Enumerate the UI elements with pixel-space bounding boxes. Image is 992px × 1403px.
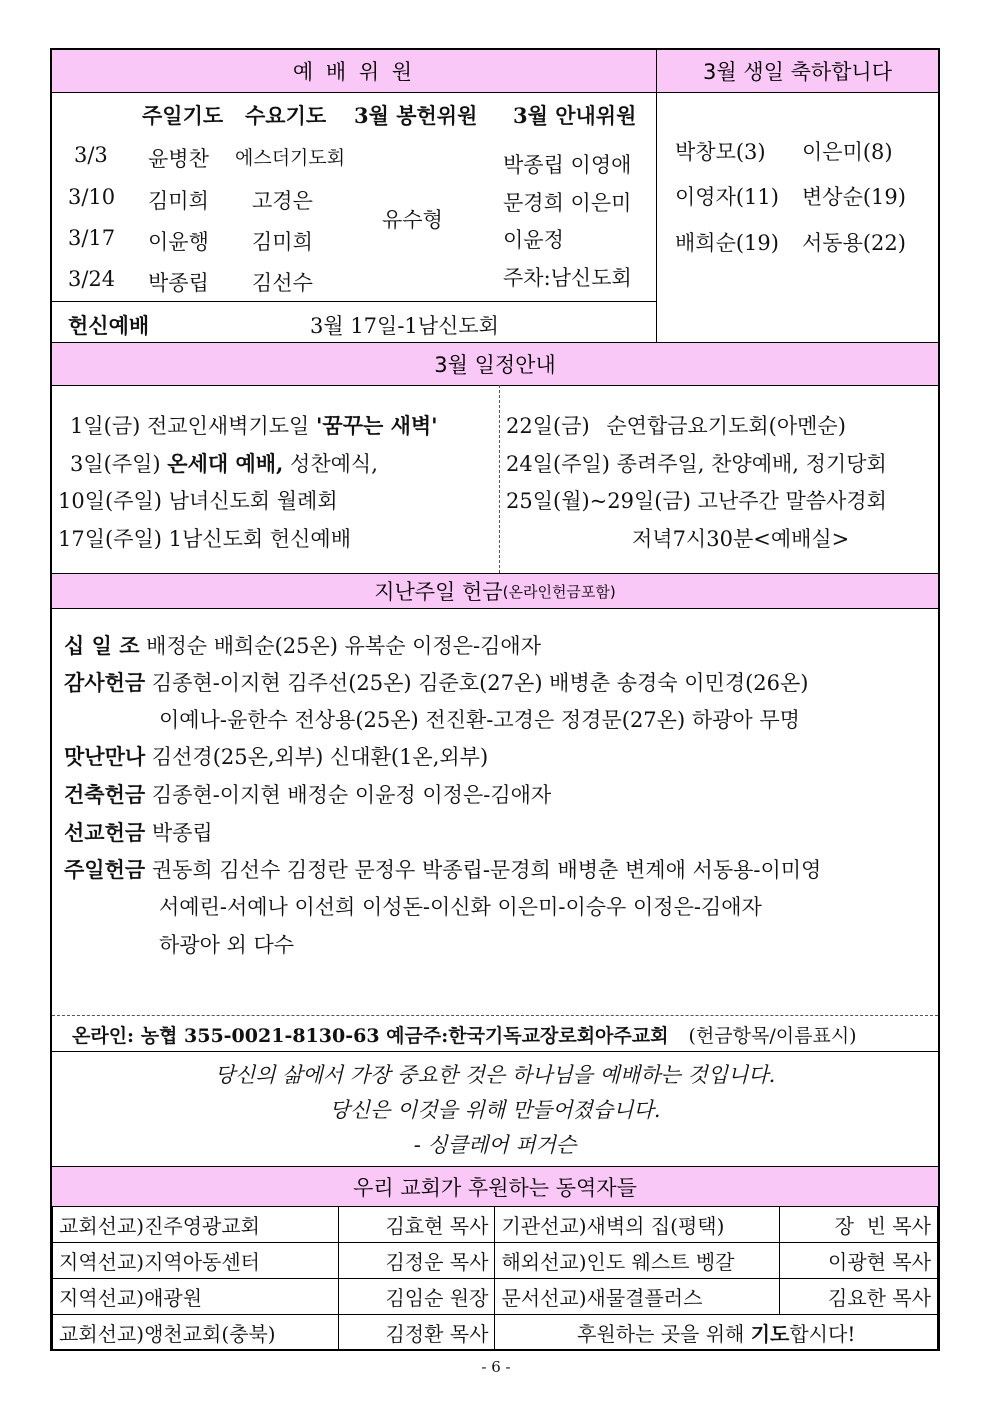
schedule-text: 고난주간 말씀사경회 bbox=[697, 489, 887, 513]
row-date: 3/17 bbox=[68, 226, 116, 250]
support-org: 해외선교)인도 웨스트 벵갈 bbox=[495, 1243, 780, 1279]
support-closing-pre: 후원하는 곳을 위해 bbox=[577, 1322, 751, 1346]
support-header bbox=[52, 1166, 938, 1207]
birthday-title: 3월 생일 축하합니다 bbox=[703, 60, 892, 84]
offering-names: 김선경(25온,외부) 신대환(1온,외부) bbox=[151, 745, 489, 769]
row-wednesday-prayer: 고경은 bbox=[252, 189, 313, 213]
offering-names: 하광아 외 다수 bbox=[159, 933, 295, 957]
col-ushers: 3월 안내위원 bbox=[513, 103, 637, 128]
birthday-name: 변상순(19) bbox=[802, 185, 906, 209]
quote-top-line bbox=[52, 1051, 938, 1052]
offering-label: 주일헌금 bbox=[64, 857, 146, 882]
online-account bbox=[72, 1021, 857, 1048]
schedule-text: 성찬예식, bbox=[290, 452, 378, 476]
birthday-header bbox=[657, 50, 938, 93]
offering-line bbox=[64, 817, 213, 847]
row-sunday-prayer: 윤병찬 bbox=[148, 147, 209, 171]
support-org: 지역선교)애광원 bbox=[53, 1279, 339, 1315]
support-org: 교회선교)앵천교회(충북) bbox=[53, 1315, 339, 1351]
schedule-highlight: 온세대 예배, bbox=[167, 451, 284, 476]
usher-line: 박종립 이영애 bbox=[503, 153, 632, 177]
offering-line bbox=[159, 929, 294, 959]
birthday-name: 이영자(11) bbox=[675, 185, 779, 209]
support-row bbox=[53, 1279, 938, 1315]
offering-line bbox=[159, 891, 762, 921]
schedule-date: 22일(금) bbox=[506, 414, 590, 438]
support-row bbox=[53, 1207, 938, 1243]
support-title: 우리 교회가 후원하는 동역자들 bbox=[353, 1175, 637, 1200]
offering-names: 김종현-이지현 배정순 이윤정 이정은-김애자 bbox=[151, 783, 552, 807]
support-person: 김정환 목사 bbox=[338, 1315, 495, 1351]
schedule-date: 10일(주일) bbox=[58, 489, 162, 513]
support-table bbox=[52, 1206, 938, 1351]
support-person: 장 빈 목사 bbox=[780, 1207, 938, 1243]
quote-block bbox=[52, 1058, 938, 1163]
quote-line: 당신은 이것을 위해 만들어졌습니다. bbox=[329, 1098, 661, 1122]
schedule-text: 저녁7시30분<예배실> bbox=[632, 527, 850, 551]
schedule-date: 1일(금) bbox=[70, 414, 141, 438]
dedication-value: 3월 17일-1남신도회 bbox=[310, 314, 499, 338]
schedule-highlight: '꿈꾸는 새벽' bbox=[316, 413, 438, 438]
online-account-text: 온라인: 농협 355-0021-8130-63 예금주:한국기독교장로회아주교회 bbox=[72, 1025, 669, 1047]
schedule-text: 남녀신도회 월례회 bbox=[168, 489, 338, 513]
col-sunday-prayer: 주일기도 bbox=[142, 103, 224, 128]
usher-line: 주차:남신도회 bbox=[503, 266, 632, 290]
offering-names: 배정순 배희순(25온) 유복순 이정은-김애자 bbox=[146, 634, 541, 658]
offering-names: 이예나-윤한수 전상용(25온) 전진환-고경은 정경문(27온) 하광아 무명 bbox=[159, 708, 800, 732]
birthday-name: 배희순(19) bbox=[675, 231, 779, 255]
support-person: 이광현 목사 bbox=[780, 1243, 938, 1279]
offering-names: 서예린-서예나 이선희 이성돈-이신화 이은미-이승우 이정은-김애자 bbox=[159, 895, 762, 919]
schedule-date: 25일(월)~29일(금) bbox=[506, 489, 691, 513]
row-wednesday-prayer: 김미희 bbox=[252, 230, 313, 254]
schedule-text: 전교인새벽기도일 bbox=[147, 414, 310, 438]
schedule-date: 24일(주일) bbox=[506, 452, 610, 476]
row-wednesday-prayer: 김선수 bbox=[252, 271, 313, 295]
offering-label: 선교헌금 bbox=[64, 820, 146, 845]
support-row bbox=[53, 1243, 938, 1279]
support-person: 김정운 목사 bbox=[338, 1243, 495, 1279]
schedule-right-item bbox=[506, 410, 846, 440]
row-sunday-prayer: 박종립 bbox=[148, 271, 209, 295]
col-offering-committee: 3월 봉헌위원 bbox=[354, 103, 478, 128]
quote-author: - 싱클레어 퍼거슨 bbox=[413, 1133, 577, 1157]
offering-label: 감사헌금 bbox=[64, 670, 146, 695]
schedule-text: 종려주일, 찬양예배, 정기당회 bbox=[616, 452, 887, 476]
quote-line: 당신의 삶에서 가장 중요한 것은 하나님을 예배하는 것입니다. bbox=[214, 1063, 776, 1087]
birthday-name: 서동용(22) bbox=[802, 231, 906, 255]
support-person: 김요한 목사 bbox=[780, 1279, 938, 1315]
row-date: 3/24 bbox=[68, 267, 116, 291]
offering-member: 유수형 bbox=[382, 208, 443, 232]
schedule-left-item bbox=[58, 485, 338, 515]
schedule-left-item bbox=[70, 448, 378, 478]
support-org: 지역선교)지역아동센터 bbox=[53, 1243, 339, 1279]
page-frame bbox=[50, 48, 940, 1351]
online-row-line bbox=[52, 1015, 938, 1016]
worship-committee-header bbox=[52, 50, 657, 93]
support-org: 기관선교)새벽의 집(평택) bbox=[495, 1207, 780, 1243]
schedule-header bbox=[52, 342, 938, 386]
dedication-label: 헌신예배 bbox=[68, 313, 150, 338]
support-closing-bold: 기도 bbox=[750, 1322, 790, 1346]
offering-names: 김종현-이지현 김주선(25온) 김준호(27온) 배병춘 송경숙 이민경(26온) bbox=[151, 671, 809, 695]
online-account-note: (헌금항목/이름표시) bbox=[688, 1025, 857, 1047]
section1-divider bbox=[656, 92, 657, 342]
offering-line bbox=[64, 854, 821, 884]
offering-label: 건축헌금 bbox=[64, 782, 146, 807]
schedule-left-item bbox=[70, 410, 438, 440]
schedule-date: 3일(주일) bbox=[70, 452, 161, 476]
schedule-divider bbox=[499, 385, 500, 573]
schedule-text: 순연합금요기도회(아멘순) bbox=[606, 414, 846, 438]
row-date: 3/10 bbox=[68, 185, 116, 209]
support-person: 김임순 원장 bbox=[338, 1279, 495, 1315]
offering-line bbox=[64, 630, 541, 660]
offerings-header-note: (온라인헌금포함) bbox=[502, 582, 616, 601]
row-wednesday-prayer: 에스더기도회 bbox=[235, 147, 346, 169]
schedule-left-item bbox=[58, 523, 351, 553]
schedule-title: 3월 일정안내 bbox=[434, 353, 556, 377]
offering-line bbox=[64, 779, 551, 809]
support-closing bbox=[495, 1315, 938, 1351]
support-closing-post: 합시다! bbox=[789, 1322, 856, 1346]
usher-line: 이윤정 bbox=[503, 228, 564, 252]
support-person: 김효현 목사 bbox=[338, 1207, 495, 1243]
row-sunday-prayer: 김미희 bbox=[148, 189, 209, 213]
worship-committee-title: 예 배 위 원 bbox=[292, 60, 416, 84]
offering-names: 권동희 김선수 김정란 문정우 박종립-문경희 배병춘 변계애 서동용-이미영 bbox=[151, 858, 822, 882]
offering-label: 십 일 조 bbox=[64, 633, 140, 658]
schedule-text: 1남신도회 헌신예배 bbox=[168, 527, 351, 551]
usher-line: 문경희 이은미 bbox=[503, 191, 632, 215]
birthday-name: 박창모(3) bbox=[675, 140, 766, 164]
offering-names: 박종립 bbox=[151, 821, 213, 845]
schedule-right-item bbox=[632, 523, 849, 553]
row-date: 3/3 bbox=[74, 143, 108, 167]
offerings-title: 지난주일 헌금 bbox=[374, 580, 503, 604]
birthday-name: 이은미(8) bbox=[802, 140, 893, 164]
row-sunday-prayer: 이윤행 bbox=[148, 230, 209, 254]
offering-line bbox=[64, 667, 809, 697]
page-number: - 6 - bbox=[481, 1358, 511, 1376]
support-org: 문서선교)새물결플러스 bbox=[495, 1279, 780, 1315]
offerings-header bbox=[52, 573, 938, 609]
support-org: 교회선교)진주영광교회 bbox=[53, 1207, 339, 1243]
schedule-right-item bbox=[506, 448, 887, 478]
dedication-row-line bbox=[52, 301, 656, 302]
support-row bbox=[53, 1315, 938, 1351]
offering-line bbox=[64, 741, 488, 771]
schedule-date: 17일(주일) bbox=[58, 527, 162, 551]
offering-line bbox=[159, 704, 800, 734]
col-wednesday-prayer: 수요기도 bbox=[245, 103, 327, 128]
schedule-right-item bbox=[506, 485, 887, 515]
offering-label: 맛난만나 bbox=[64, 744, 146, 769]
